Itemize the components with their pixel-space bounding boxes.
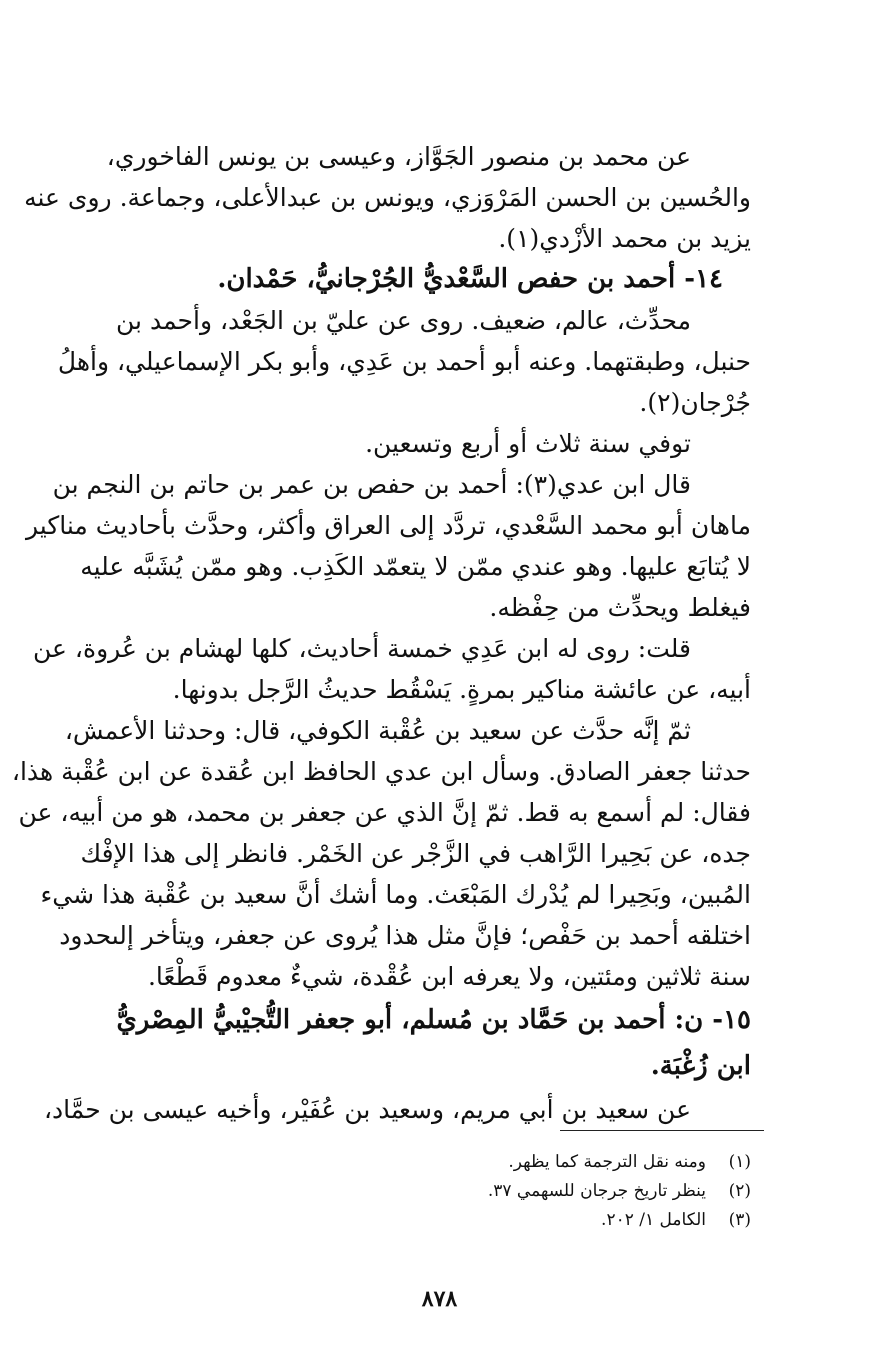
text-line: محدِّث، عالم، ضعيف. روى عن عليّ بن الجَعْد، وأحمد بن (116, 306, 691, 335)
text-line: قلت: روى له ابن عَدِي خمسة أحاديث، كلها لهشام بن عُروة، عن (33, 634, 691, 663)
text-line: فقال: لم أسمع به قط. ثمّ إنَّ الذي عن جعفر بن محمد، هو من أبيه، عن (18, 798, 751, 827)
text-line: حنبل، وطبقتهما. وعنه أبو أحمد بن عَدِي، وأبو بكر الإسماعيلي، وأهلُ (57, 347, 751, 376)
text-line: توفي سنة ثلاث أو أربع وتسعين. (365, 429, 691, 458)
footnote-number: (١) (728, 1152, 751, 1172)
footnote (136, 1206, 751, 1235)
text-line: لا يُتابَع عليها. وهو عندي ممّن لا يتعمّد الكَذِب. وهو ممّن يُشَبَّه عليه (80, 552, 751, 581)
footnote-text: الكامل ١/ ٢٠٢. (601, 1210, 706, 1230)
text-line: قال ابن عدي(٣): أحمد بن حفص بن عمر بن حاتم بن النجم بن (52, 470, 691, 499)
footnote-divider (560, 1130, 764, 1131)
footnote (136, 1177, 751, 1206)
footnote-number: (٢) (728, 1181, 751, 1201)
text-line: ثمّ إنَّه حدَّث عن سعيد بن عُقْبة الكوفي، قال: وحدثنا الأعمش، (64, 716, 691, 745)
text-line: اختلقه أحمد بن حَفْص؛ فإنَّ مثل هذا يُروى عن جعفر، ويتأخر إلىحدود (59, 921, 751, 950)
footnote-text: ينظر تاريخ جرجان للسهمي ٣٧. (487, 1181, 706, 1201)
page-number: ٨٧٨ (421, 1286, 458, 1312)
text-line: عن سعيد بن أبي مريم، وسعيد بن عُفَيْر، وأخيه عيسى بن حمَّاد، (43, 1095, 691, 1124)
text-line: عن محمد بن منصور الجَوَّاز، وعيسى بن يونس الفاخوري، (106, 142, 691, 171)
footnotes (136, 1148, 751, 1235)
text-line: جُرْجان(٢). (639, 388, 751, 417)
footnote-text: ومنه نقل الترجمة كما يظهر. (508, 1152, 706, 1172)
text-line: جده، عن بَحِيرا الرَّاهب في الزَّجْر عن الخَمْر. فانظر إلى هذا الإفْك (80, 839, 751, 868)
entry-heading-15: ١٥- ن: أحمد بن حَمَّاد بن مُسلم، أبو جعفر التُّجيْبيُّ المِصْريُّ (116, 1005, 751, 1035)
entry-heading-15-cont: ابن زُغْبَة. (650, 1051, 751, 1081)
text-line: يزيد بن محمد الأزْدي(١). (498, 224, 751, 253)
text-line: أبيه، عن عائشة مناكير بمرةٍ. يَسْقُط حديثُ الرَّجل بدونها. (172, 675, 751, 704)
text-line: المُبين، وبَحِيرا لم يُدْرك المَبْعَث. وما أشك أنَّ سعيد بن عُقْبة هذا شيء (40, 880, 751, 909)
footnote-number: (٣) (728, 1210, 751, 1230)
text-line: فيغلط ويحدِّث من حِفْظه. (489, 593, 751, 622)
entry-heading-14: ١٤- أحمد بن حفص السَّعْديُّ الجُرْجانيُّ، حَمْدان. (217, 264, 723, 294)
text-line: حدثنا جعفر الصادق. وسأل ابن عدي الحافظ ابن عُقدة عن ابن عُقْبة هذا، (11, 757, 751, 786)
text-line: سنة ثلاثين ومئتين، ولا يعرفه ابن عُقْدة، شيءٌ معدوم قَطْعًا. (147, 962, 751, 991)
main-text (11, 136, 751, 1130)
text-line: والحُسين بن الحسن المَرْوَزي، ويونس بن عبدالأعلى، وجماعة. روى عنه (24, 183, 751, 212)
footnote (136, 1148, 751, 1177)
text-line: ماهان أبو محمد السَّعْدي، تردَّد إلى العراق وأكثر، وحدَّث بأحاديث مناكير (25, 511, 751, 540)
